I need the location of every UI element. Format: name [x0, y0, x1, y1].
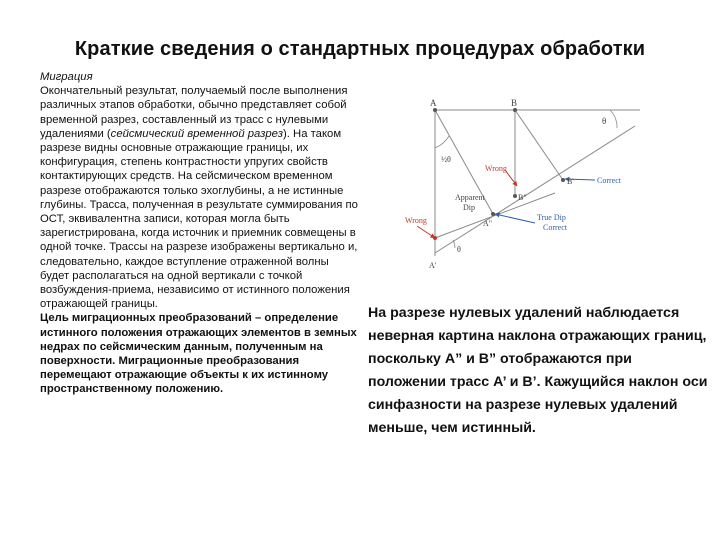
label-wrong-top: Wrong: [485, 164, 507, 173]
point-a: [433, 108, 437, 112]
migration-diagram: [405, 88, 650, 278]
paragraph-part-1: Окончательный результат, получаемый после выполнения различных этапов обработки, обычно представляет собой временной разрез, составленный из трасс с нулевыми удалениями (: [40, 85, 348, 140]
paragraph-emphasis: сейсмический временной разрез: [110, 127, 284, 140]
label-correct-bottom: Correct: [543, 223, 567, 232]
label-half-theta: ½θ: [441, 155, 451, 164]
paragraph-part-2: ). На таком разрезе видны основные отражающие границы, их конфигурация, степень контрастности упругих свойств контактирующих средств. На сейсмическом временном разрезе отображаются только эхоглубины, а не истинные глубины. Трасса, полученная в результате суммирования по ОСТ, эквивалентна записи, которая могла быть зарегистрирована, когда источник и приемник совмещены в одной точке. Трассы на разрезе изображены вертикально и, следовательно, каждое вступление отраженной волны будет располагаться на одной вертикали с точкой возбуждения-приема, независимо от истинного положения отражающей границы.: [40, 127, 358, 311]
point-b-dprime: [513, 194, 517, 198]
goal-paragraph: Цель миграционных преобразований – определение истинного положения отражающих элементов в земных недрах по сейсмическим данным, полученным на поверхности. Миграционные преобразования перемещают отражающие объекты к их истинному пространственному положению.: [40, 312, 357, 396]
slide-title: Краткие сведения о стандартных процедурах обработки: [74, 38, 646, 60]
label-theta-top: θ: [602, 116, 607, 126]
label-dip: Dip: [463, 203, 475, 212]
point-b-prime: [561, 178, 565, 182]
left-text-column: [40, 70, 358, 397]
ray-line-b: [515, 110, 563, 180]
label-true-dip: True Dip: [537, 213, 566, 222]
label-b-dprime: B": [518, 193, 527, 202]
true-reflector-line: [435, 126, 635, 253]
theta-arc-top: [610, 110, 617, 128]
label-a-dprime: A": [483, 219, 493, 228]
right-explanation-text: На разрезе нулевых удалений наблюдается неверная картина наклона отражающих границ, поскольку А” и В” отображаются при положении трасс А’ и В’. Кажущийся наклон оси синфазности на разрезе нулевых удалений меньше, чем истинный.: [368, 305, 708, 436]
label-a-prime: A': [429, 261, 437, 270]
point-a-dprime: [491, 212, 495, 216]
label-a: A: [430, 98, 437, 108]
label-correct-top: Correct: [597, 176, 621, 185]
label-theta-bottom: θ: [457, 245, 461, 254]
point-b: [513, 108, 517, 112]
section-heading: Миграция: [40, 71, 93, 83]
wrong-arrow-bottom: [417, 226, 435, 238]
point-a-prime: [433, 236, 437, 240]
label-apparent: Apparent: [455, 193, 485, 202]
half-theta-arc: [435, 136, 449, 148]
label-wrong-bottom: Wrong: [405, 216, 427, 225]
correct-arrow-bottom: [495, 214, 535, 223]
label-b-prime: B': [567, 177, 574, 186]
label-b: B: [511, 98, 518, 108]
description-paragraph: [40, 84, 358, 311]
